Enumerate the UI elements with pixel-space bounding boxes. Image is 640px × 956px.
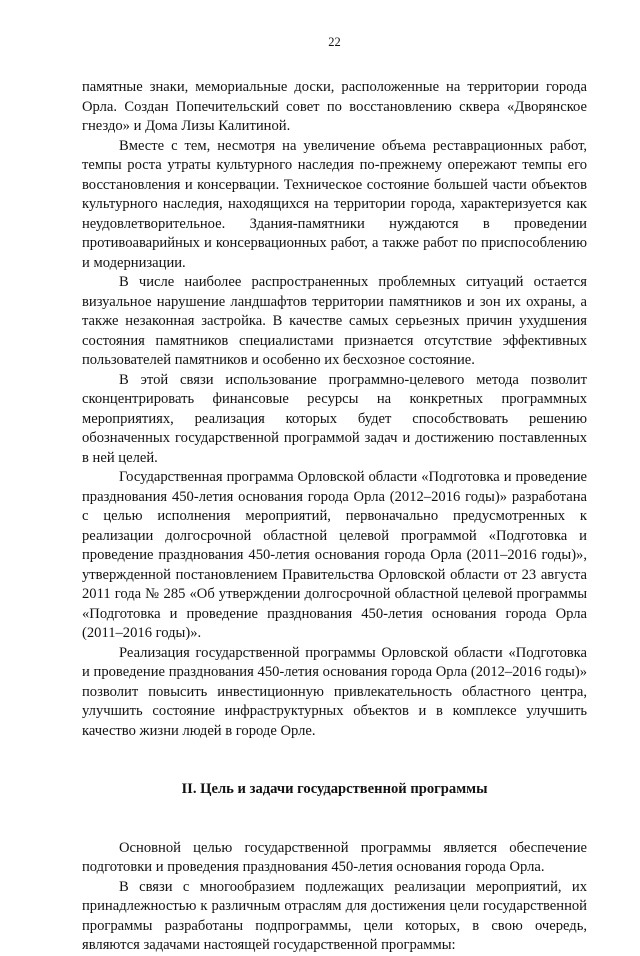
page-number: 22 <box>328 35 341 49</box>
document-body <box>82 78 587 956</box>
paragraph: В числе наиболее распространенных проблемных ситуаций остается визуальное нарушение ландшафтов территории памятников и зон их охраны, а также незаконная застройка. В качестве самых серьезных причин ухудшения состояния памятников специалистами признается отсутствие эффективных пользователей памятников и особенно их бесхозное состояние. <box>82 274 587 368</box>
paragraph: памятные знаки, мемориальные доски, расположенные на территории города Орла. Создан Попечительский совет по восстановлению сквера «Дворянское гнездо» и Дома Лизы Калитиной. <box>82 79 587 134</box>
paragraph: Основной целью государственной программы является обеспечение подготовки и проведения празднования 450-летия основания города Орла. <box>82 839 587 875</box>
paragraph: В связи с многообразием подлежащих реализации мероприятий, их принадлежностью к различным отраслям для достижения цели государственной программы разработаны подпрограммы, цели которых, в свою очередь, являются задачами настоящей государственной программы: <box>82 878 587 953</box>
paragraph: В этой связи использование программно-целевого метода позволит сконцентрировать финансовые ресурсы на конкретных программных мероприятиях, реализация которых будет способствовать решению обозначенных государственной программой задач и достижению поставленных в ней целей. <box>82 371 587 466</box>
section-heading: II. Цель и задачи государственной программы <box>181 781 488 797</box>
paragraph: Государственная программа Орловской области «Подготовка и проведение празднования 450-летия основания города Орла (2012–2016 годы)» разработана с целью исполнения мероприятий, первоначально предусмотренных к реализации долгосрочной областной целевой программой «Подготовка и проведение празднования 450-летия основания города Орла (2011–2016 годы)», утвержденной постановлением Правительства Орловской области от 23 августа 2011 года № 285 «Об утверждении долгосрочной областной целевой программы «Подготовка и проведение празднования 450-летия основания города Орла (2011–2016 годы)». <box>82 469 587 641</box>
paragraph: Реализация государственной программы Орловской области «Подготовка и проведение празднования 450-летия основания города Орла (2012–2016 годы)» позволит повысить инвестиционную привлекательность областного центра, улучшить состояние инфраструктурных объектов и в комплексе улучшить качество жизни людей в городе Орле. <box>82 644 587 739</box>
paragraph: Вместе с тем, несмотря на увеличение объема реставрационных работ, темпы роста утраты культурного наследия по-прежнему опережают темпы его восстановления и консервации. Техническое состояние большей части объектов культурного наследия, находящихся на территории города, характеризуется как неудовлетворительное. Здания-памятники нуждаются в проведении противоаварийных и консервационных работ, а также работ по приспособлению и модернизации. <box>82 137 587 271</box>
